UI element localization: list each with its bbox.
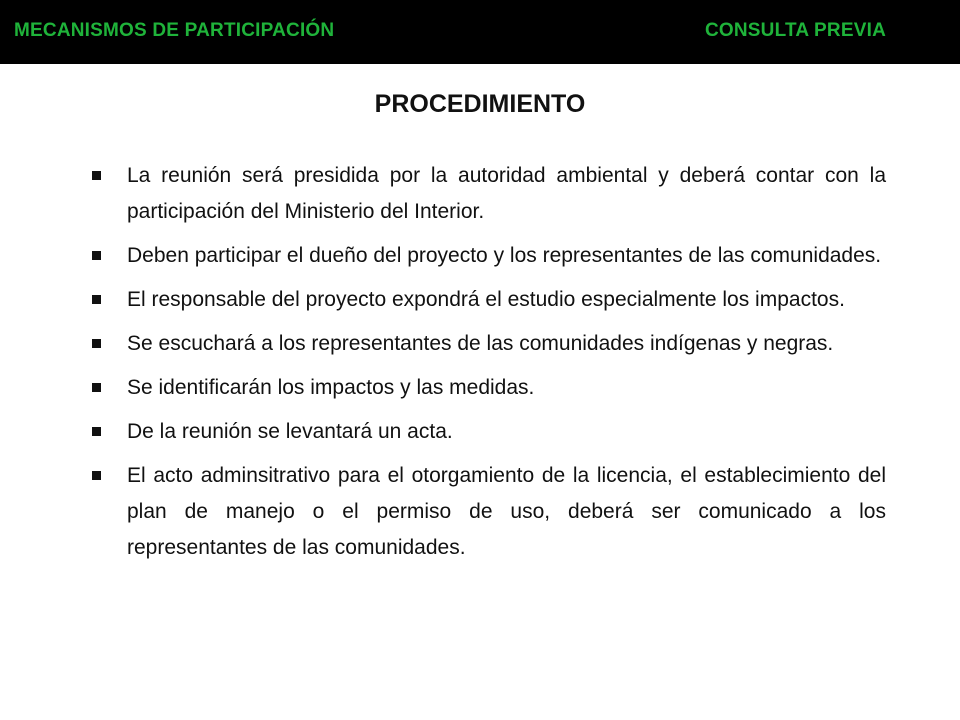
bullet-item [90, 238, 886, 274]
bullet-list [90, 158, 886, 566]
square-bullet-icon [92, 471, 101, 480]
bullet-item [90, 282, 886, 318]
bullet-item [90, 370, 886, 406]
bullet-text: El responsable del proyecto expondrá el estudio especialmente los impactos. [127, 288, 845, 311]
bullet-item [90, 414, 886, 450]
square-bullet-icon [92, 171, 101, 180]
header-topic-label: CONSULTA PREVIA [704, 20, 886, 41]
square-bullet-icon [92, 383, 101, 392]
square-bullet-icon [92, 427, 101, 436]
bullet-item [90, 458, 886, 566]
slide-title: PROCEDIMIENTO [374, 90, 586, 118]
square-bullet-icon [92, 251, 101, 260]
bullet-text: Se identificarán los impactos y las medidas. [127, 376, 535, 399]
square-bullet-icon [92, 295, 101, 304]
bullet-item [90, 326, 886, 362]
bullet-text: Deben participar el dueño del proyecto y los representantes de las comunidades. [127, 244, 882, 267]
header-section-label: MECANISMOS DE PARTICIPACIÓN [14, 20, 335, 41]
bullet-text: De la reunión se levantará un acta. [127, 420, 453, 443]
bullet-text: Se escuchará a los representantes de las comunidades indígenas y negras. [127, 332, 834, 355]
bullet-item [90, 158, 886, 230]
square-bullet-icon [92, 339, 101, 348]
bullet-text: El acto adminsitrativo para el otorgamiento de la licencia, el establecimiento del plan de manejo o el permiso de uso, deberá ser comunicado a los representantes de las comunidades. [127, 464, 886, 559]
bullet-text: La reunión será presidida por la autoridad ambiental y deberá contar con la participación del Ministerio del Interior. [127, 164, 886, 223]
header-bar [0, 0, 960, 64]
